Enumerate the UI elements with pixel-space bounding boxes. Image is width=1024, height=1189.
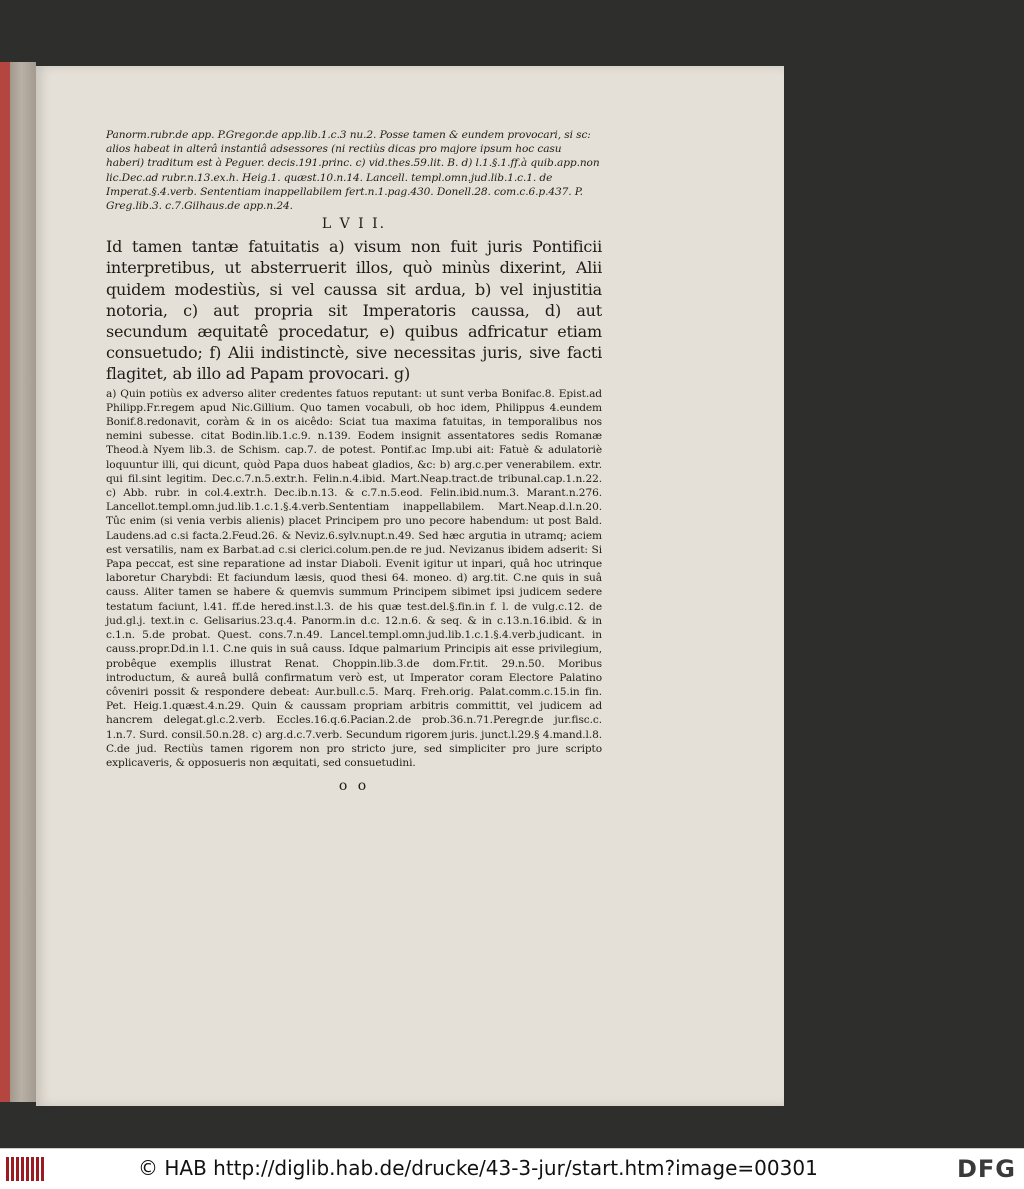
footnote-block: a) Quin potiùs ex adverso aliter credentes fatuos reputant: ut sunt verba Bonifac.8. Epist.ad Philipp.Fr.regem apud Nic.Gillium. Quo tamen vocabuli, ob hoc idem, Philippus 4.eundem Bonif.8.redonavit, coràm & in os aicêdo: Sciat tua maxima fatuitas, in temporalibus nos nemini subesse. citat Bodin.lib.1.c.9. n.139. Eodem insignit assentatores sedis Romanæ Theod.à Nyem lib.3. de Schism. cap.7. de potest. Pontif.ac Imp.ubi ait: Fatuè & adulatoriè loquuntur illi, qui dicunt, quòd Papa duos habeat gladios, &c: b) arg.c.per venerabilem. extr. qui fil.sint legitim. Dec.c.7.n.5.extr.h. Felin.n.4.ibid. Mart.Neap.tract.de tribunal.cap.1.n.22. c) Abb. rubr. in col.4.extr.h. Dec.ib.n.13. & c.7.n.5.eod. Felin.ibid.num.3. Marant.n.276. Lancellot.templ.omn.jud.lib.1.c.1.§.4.verb.Sententiam inappellabilem. Mart.Neap.d.l.n.20. Tûc enim (si venia verbis alienis) placet Principem pro uno pecore habendum: ut post Bald. Laudens.ad c.si facta.2.Feud.26. & Neviz.6.sylv.nupt.n.49. Sed hæc argutia in utramq; aciem est versatilis, nam ex Barbat.ad c.si clerici.colum.pen.de re jud. Nevizanus ibidem adserit: Si Papa peccat, est sine reparatione ad instar Diaboli. Evenit igitur ut inpari, quâ hoc utrinque laboretur Charybdi: Et faciundum læsis, quod thesi 64. moneo. d) arg.tit. C.ne quis in suâ causs. Aliter tamen se habere & quemvis summum Principem sibimet ipsi judicem sedere testatum faciunt, l.41. ff.de hered.inst.l.3. de his quæ test.del.§.fin.in f. l. de vulg.c.12. de jud.gl.j. text.in c. Gelisarius.23.q.4. Panorm.in d.c. 12.n.6. & seq. & in c.13.n.16.ibid. & in c.1.n. 5.de probat. Quest. cons.7.n.49. Lancel.templ.omn.jud.lib.1.c.1.§.4.verb.judicant. in causs.propr.Dd.in l.1. C.ne quis in suâ causs. Idque palmarium Principis ait esse privilegium, probêque exemplis illustrat Renat. Choppin.lib.3.de dom.Fr.tit. 29.n.50. Moribus introductum, & aureâ bullâ confirmatum verò est, ut Imperator coram Electore Palatino côveniri possit & respondere debeat: Aur.bull.c.5. Marq. Freh.orig. Palat.comm.c.15.in fin. Pet. Heig.1.quæst.4.n.29. Quin & caussam propriam arbitris committit, vel judicem ad hancrem delegat.gl.c.2.verb. Eccles.16.q.6.Pacian.2.de prob.36.n.71.Peregr.de jur.fisc.c. 1.n.7. Surd. consil.50.n.28. c) arg.d.c.7.verb. Secundum rigorem juris. junct.l.29.§ 4.mand.l.8. C.de jud. Rectiùs tamen rigorem non pro stricto jure, sed simpliciter pro jure scripto explicaveris, & opposueris non æquitati, sed consuetudini. — [106, 387, 602, 769]
book-page — [36, 66, 784, 1106]
signature-mark: o o — [338, 778, 370, 795]
main-paragraph: Id tamen tantæ fatuitatis a) visum non fuit juris Pontificii interpretibus, ut absterruerit illos, quò minùs dixerint, Alii quidem modestiùs, si vel caussa sit ardua, b) vel injustitia notoria, c) aut propria sit Imperatoris caussa, d) aut secundum æquitatê procedatur, e) quibus adfricatur etiam consuetudo; f) Alii indistinctè, sive necessitas juris, sive facti flagitet, ab illo ad Papam provocari. g) — [106, 237, 602, 384]
top-footnotes: Panorm.rubr.de app. P.Gregor.de app.lib.1.c.3 nu.2. Posse tamen & eundem provocari, si sc: alios habeat in alterâ instantiâ adsessores (ni rectiùs dicas pro majore ipsum hoc casu haberi) traditum est à Peguer. decis.191.princ. c) vid.thes.59.lit. B. d) l.1.§.1.ff.à quib.app.non lic.Dec.ad rubr.n.13.ex.h. Heig.1. quæst.10.n.14. Lancell. templ.omn.jud.lib.1.c.1. de Imperat.§.4.verb. Sententiam inappellabilem fert.n.1.pag.430. Donell.28. com.c.6.p.437. P. Greg.lib.3. c.7.Gilhaus.de app.n.24. — [106, 129, 600, 213]
footnotes — [106, 387, 602, 770]
dfg-logo: DFG — [956, 1155, 1016, 1183]
book-spine-edge — [0, 62, 10, 1102]
page-text-block — [106, 128, 602, 794]
copyright-url[interactable]: © HAB http://diglib.hab.de/drucke/43-3-jur/start.htm?image=00301 — [138, 1156, 818, 1180]
hab-logo-icon — [6, 1157, 46, 1181]
section-heading: L V I I. — [321, 216, 387, 233]
footer-bar — [0, 1148, 1024, 1189]
